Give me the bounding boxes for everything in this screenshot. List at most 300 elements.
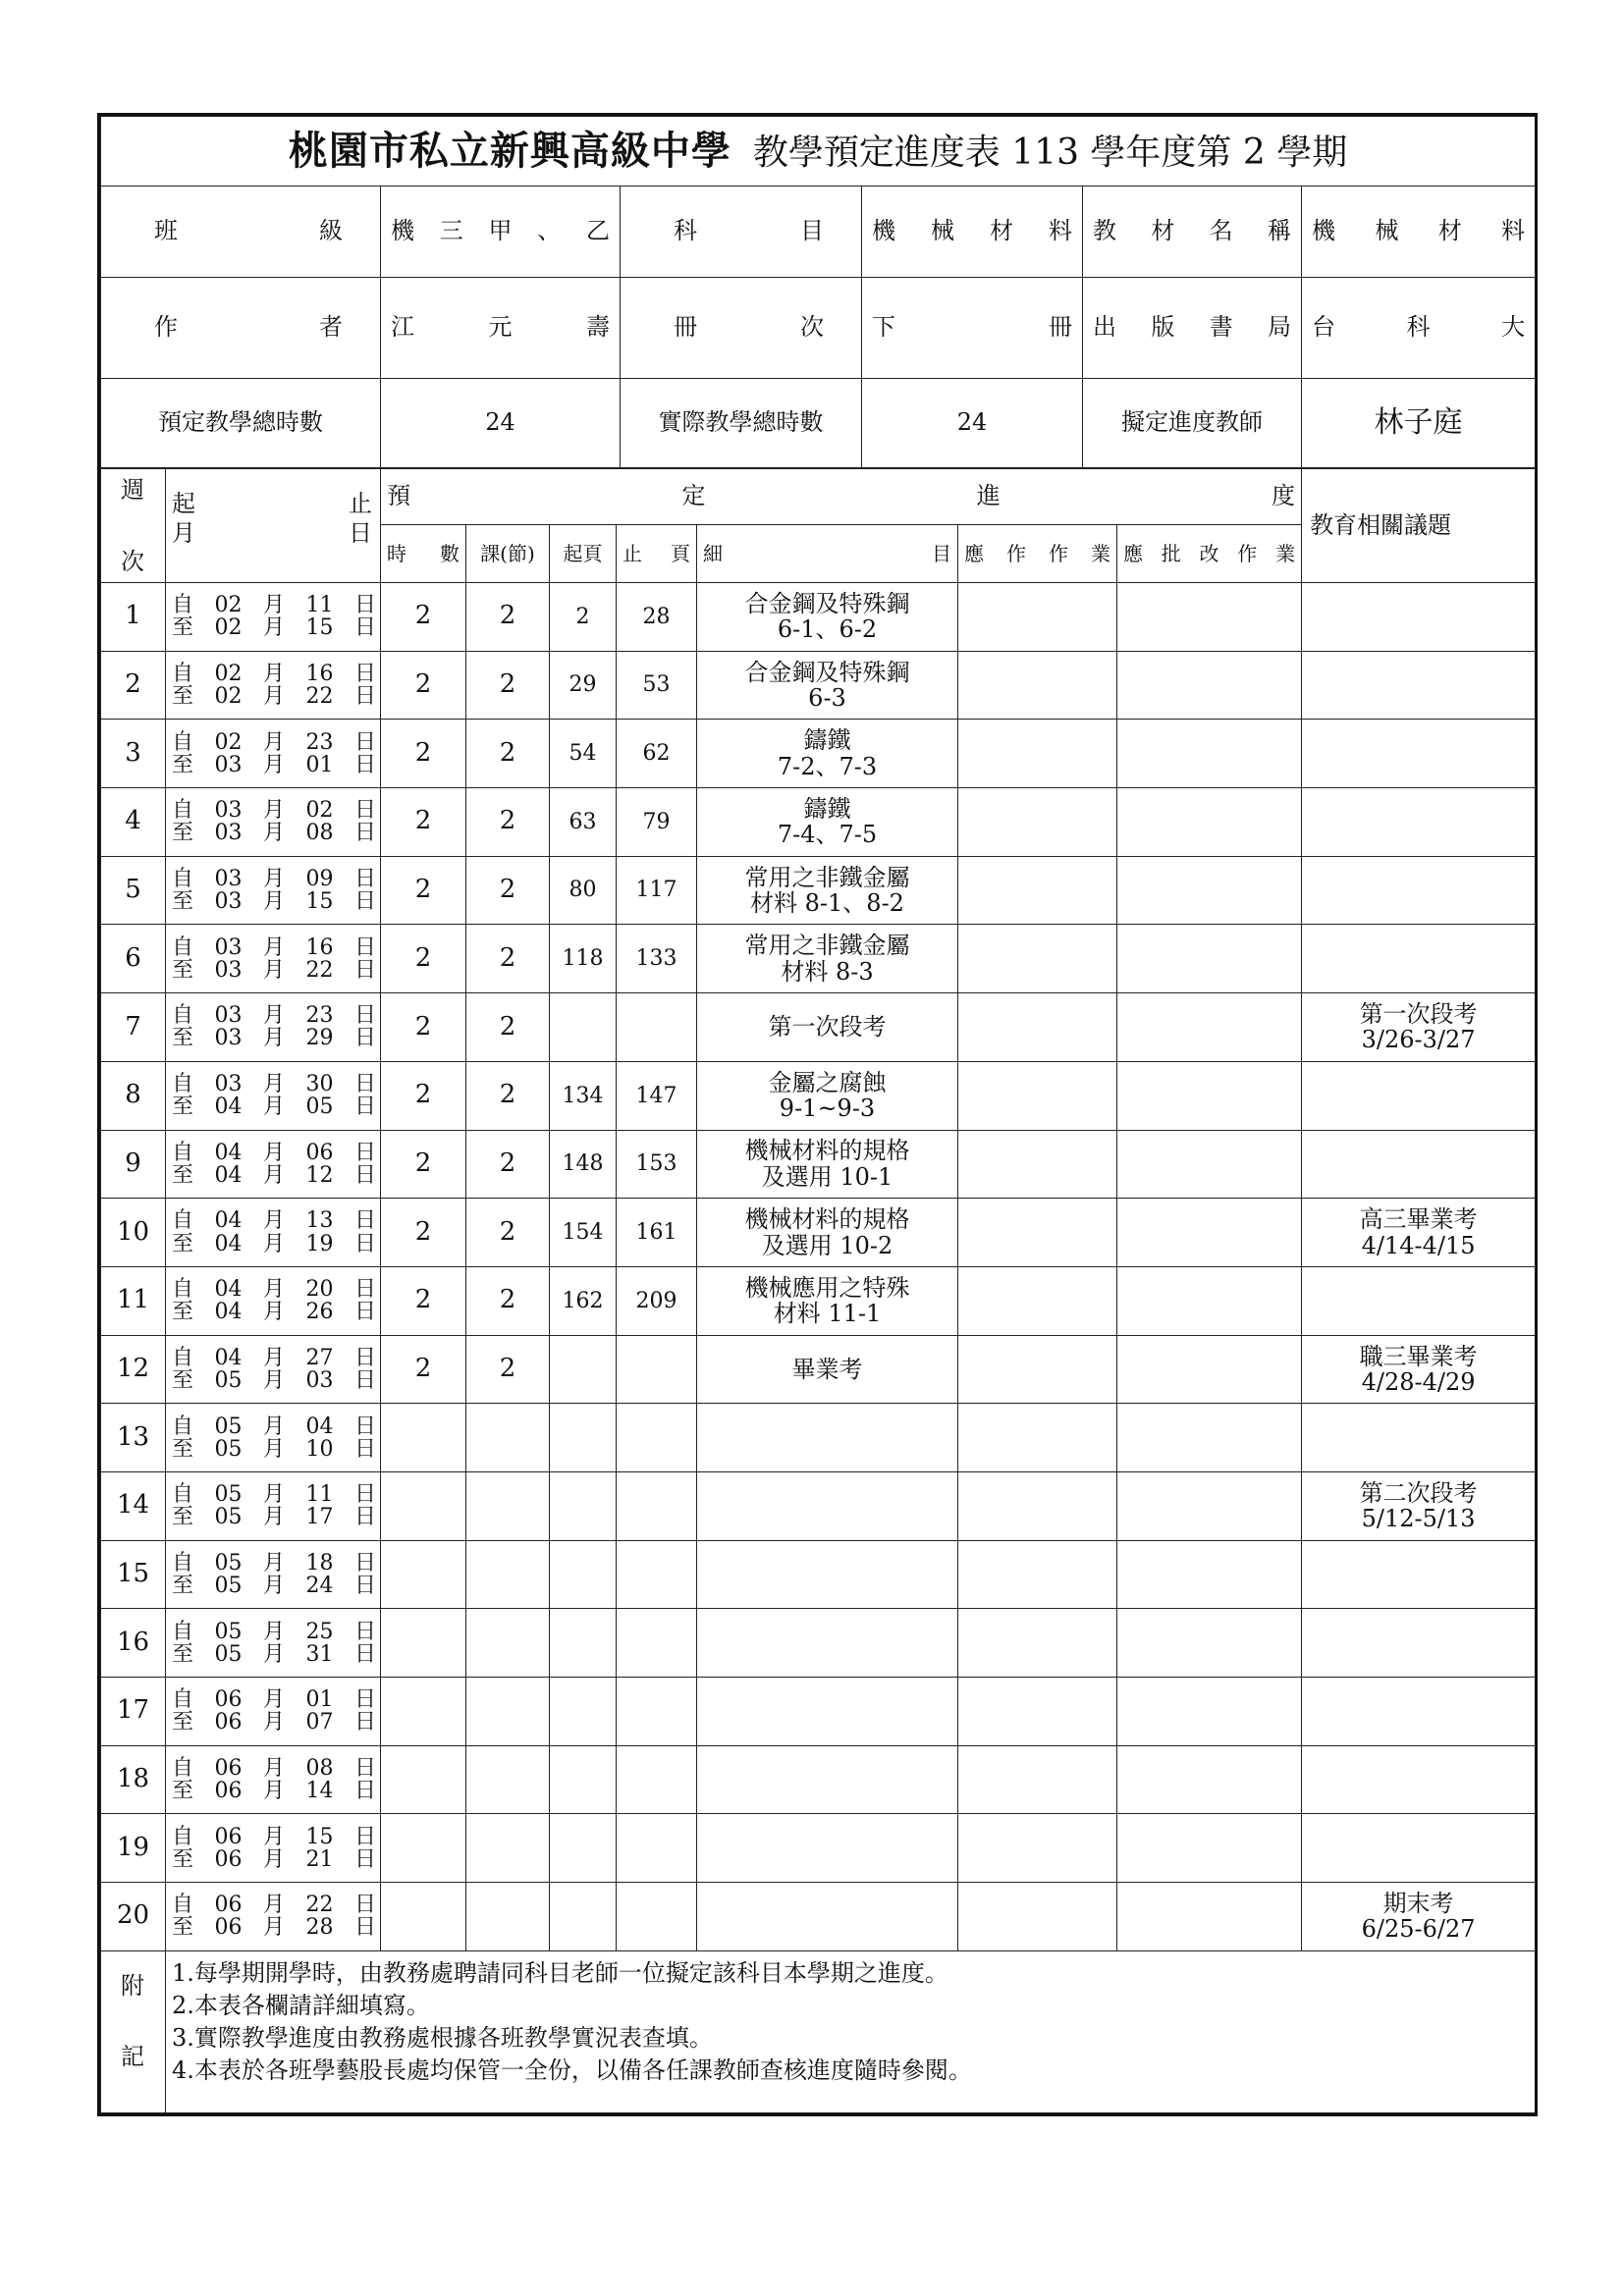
date-part: 日 [353,1140,376,1165]
date-part: 03 [214,1072,243,1097]
issue-line: 4/14-4/15 [1361,1231,1476,1259]
detail-line: 常用之非鐵金屬 [744,932,910,960]
week-dates [166,856,381,925]
class-value [381,187,621,278]
date-header-month: 月 [172,519,195,547]
spread-char: 機 [1312,217,1335,245]
date-part: 02 [214,661,243,686]
date-part: 05 [214,1505,243,1530]
detail-line: 7-4、7-5 [777,821,878,849]
date-part: 月 [262,1505,285,1530]
page-from-cell: 63 [550,788,617,857]
spread-text [1302,218,1535,245]
week-number: 5 [101,856,166,925]
spread-char: 次 [800,313,824,342]
homework-cell [958,1883,1117,1951]
spread-char: 班 [154,217,178,245]
date-part: 月 [262,1003,285,1029]
detail-cell [697,1678,958,1746]
page-from-cell: 154 [550,1199,617,1267]
date-part: 03 [214,889,243,915]
date-part: 日 [353,1208,376,1234]
hours-cell: 2 [381,1061,466,1130]
page-to-cell: 62 [617,720,697,788]
spread-char: 版 [1151,313,1175,342]
issue-line: 第一次段考 [1359,1000,1478,1029]
page-from-cell: 148 [550,1130,617,1199]
date-part: 日 [353,957,376,983]
issue-line: 期末考 [1382,1890,1454,1918]
homework-cell [958,1404,1117,1472]
date-part: 月 [262,957,285,983]
spread-char: 下 [872,313,895,342]
issue-cell [1302,1745,1536,1814]
page-from-cell: 162 [550,1266,617,1335]
page-from-cell [550,1678,617,1746]
spread-char: 業 [1275,541,1296,565]
spread-char: 書 [1209,313,1233,342]
week-row [101,1404,1536,1472]
date-part: 月 [262,729,285,755]
date-part: 04 [214,1345,243,1370]
date-to [172,1780,376,1802]
date-part: 10 [305,1436,334,1462]
date-part: 28 [305,1915,334,1941]
spread-char: 材 [1437,217,1462,245]
page-from-cell [550,1609,617,1678]
graded-cell [1117,1814,1302,1883]
detail-cell [697,1471,958,1540]
date-part: 04 [214,1095,243,1120]
hours-cell [381,1883,466,1951]
volume-value [862,278,1083,379]
issue-cell [1302,1061,1536,1130]
spread-char: 出 [1093,313,1116,342]
date-part: 15 [305,889,334,915]
detail-cell [697,856,958,925]
date-part: 05 [214,1414,243,1439]
date-part: 17 [305,1505,334,1530]
hours-cell: 2 [381,651,466,720]
date-part: 自 [172,1003,194,1029]
date-to [172,616,376,639]
spread-char: 作 [1237,541,1258,565]
spread-char: 台 [1312,313,1335,342]
spread-char: 元 [488,313,513,342]
date-part: 02 [214,684,243,710]
graded-cell [1117,993,1302,1062]
form-title [101,117,1536,187]
detail-line: 機械材料的規格 [744,1205,910,1234]
detail-line: 9-1~9-3 [779,1095,876,1123]
issue-cell [1302,1404,1536,1472]
note-line: 1.每學期開學時，由教務處聘請同科目老師一位擬定該科目本學期之進度。 [172,1958,948,1987]
date-part: 日 [353,1779,376,1804]
issue-cell [1302,1540,1536,1609]
date-part: 月 [262,934,285,960]
date-from [172,1347,376,1369]
week-row [101,1335,1536,1404]
date-part: 月 [262,1414,285,1439]
date-part: 21 [305,1846,334,1872]
actual-hours-value: 24 [862,379,1083,468]
week-dates [166,583,381,652]
date-part: 月 [262,1915,285,1941]
week-header-top: 週 [121,476,144,504]
detail-line: 及選用 10-1 [761,1162,893,1191]
week-dates [166,1745,381,1814]
periods-cell [466,1404,550,1472]
homework-cell [958,1266,1117,1335]
date-part: 02 [305,798,334,824]
detail-cell [697,651,958,720]
page-from-cell: 29 [550,651,617,720]
date-part: 至 [172,1367,194,1393]
homework-header [958,525,1117,583]
week-row [101,720,1536,788]
graded-cell [1117,856,1302,925]
homework-cell [958,1814,1117,1883]
date-part: 自 [172,1619,194,1644]
date-part: 30 [305,1072,334,1097]
date-part: 08 [305,821,334,846]
date-header-to: 止 [349,490,372,517]
graded-cell [1117,651,1302,720]
graded-cell [1117,1609,1302,1678]
week-number: 9 [101,1130,166,1199]
date-part: 03 [214,752,243,777]
week-dates [166,1814,381,1883]
material-value [1302,187,1536,278]
date-part: 月 [262,1779,285,1804]
date-part: 06 [214,1755,243,1781]
date-part: 06 [214,1710,243,1735]
date-part: 月 [262,1619,285,1644]
spread-text [1083,314,1301,342]
spread-char: 壽 [586,313,610,342]
graded-cell [1117,1471,1302,1540]
date-part: 03 [305,1367,334,1393]
week-row [101,1199,1536,1267]
hours-cell: 2 [381,1266,466,1335]
page-from-cell [550,993,617,1062]
page-to-cell [617,1471,697,1540]
detail-line: 材料 11-1 [773,1300,882,1328]
detail-cell [697,1883,958,1951]
date-part: 29 [305,1026,334,1051]
homework-cell [958,1609,1117,1678]
date-part: 月 [262,1095,285,1120]
date-part: 06 [214,1687,243,1713]
date-part: 月 [262,1824,285,1849]
date-part: 至 [172,1846,194,1872]
detail-line: 材料 8-3 [781,957,874,986]
date-to [172,890,376,913]
date-part: 至 [172,1505,194,1530]
date-part: 日 [353,661,376,686]
note-line: 3.實際教學進度由教務處根據各班教學實況表查填。 [172,2023,713,2052]
spread-char: 作 [1049,541,1068,565]
detail-line: 鑄鐵 [803,726,851,755]
plan-header [381,469,1302,525]
date-part: 自 [172,1824,194,1849]
date-part: 25 [305,1619,334,1644]
hours-cell: 2 [381,720,466,788]
week-number: 12 [101,1335,166,1404]
date-part: 月 [262,1436,285,1462]
date-part: 03 [214,957,243,983]
issue-cell [1302,788,1536,857]
date-part: 自 [172,1208,194,1234]
page-to-cell [617,1814,697,1883]
spread-char: 材 [1151,217,1175,245]
week-dates [166,1883,381,1951]
hours-cell: 2 [381,925,466,993]
detail-line: 6-3 [808,684,846,713]
date-part: 02 [214,593,243,618]
spread-char: 機 [872,217,895,245]
homework-cell [958,1678,1117,1746]
periods-cell [466,1678,550,1746]
date-from [172,799,376,822]
page-from-cell [550,1335,617,1404]
date-from [172,1688,376,1711]
date-part: 至 [172,957,194,983]
date-part: 08 [305,1755,334,1781]
spread-char: 三 [439,217,463,245]
date-part: 日 [353,1482,376,1508]
teacher-value: 林子庭 [1302,379,1536,468]
issue-cell [1302,1266,1536,1335]
page-from-cell: 134 [550,1061,617,1130]
date-part: 日 [353,1003,376,1029]
graded-cell [1117,788,1302,857]
date-part: 日 [353,1026,376,1051]
week-row [101,1814,1536,1883]
week-number: 13 [101,1404,166,1472]
week-number: 18 [101,1745,166,1814]
date-part: 自 [172,661,194,686]
date-part: 06 [214,1779,243,1804]
date-part: 05 [214,1573,243,1598]
date-part: 27 [305,1345,334,1370]
date-part: 至 [172,889,194,915]
detail-cell [697,1199,958,1267]
periods-cell: 2 [466,720,550,788]
spread-char: 者 [319,313,343,342]
page-to-cell: 161 [617,1199,697,1267]
date-from [172,1894,376,1916]
spread-char: 批 [1161,541,1181,565]
date-part: 04 [214,1208,243,1234]
graded-header [1117,525,1302,583]
spread-text [381,483,1301,510]
page-to-cell [617,1609,697,1678]
date-part: 至 [172,1710,194,1735]
date-part: 日 [353,1095,376,1120]
spread-char: 細 [703,541,723,565]
notes-lines [166,1950,1536,2112]
planned-hours-value: 24 [381,379,621,468]
date-part: 日 [353,1550,376,1575]
spread-char: 改 [1199,541,1219,565]
material-label [1083,187,1302,278]
class-label [101,187,381,278]
periods-cell [466,1609,550,1678]
spread-text [101,314,380,342]
spread-char: 機 [391,217,414,245]
page-to-cell [617,993,697,1062]
date-to [172,1369,376,1392]
date-from [172,1826,376,1848]
date-part: 31 [305,1641,334,1667]
date-part: 至 [172,684,194,710]
date-part: 月 [262,867,285,891]
periods-cell: 2 [466,583,550,652]
date-from [172,1004,376,1027]
page-from-cell [550,1745,617,1814]
spread-char: 級 [319,217,343,245]
teacher-label: 擬定進度教師 [1083,379,1302,468]
date-to [172,1164,376,1187]
date-to [172,822,376,844]
week-number: 4 [101,788,166,857]
spread-char: 應 [964,541,984,565]
hours-cell: 2 [381,788,466,857]
spread-text [101,218,380,245]
date-part: 日 [353,1710,376,1735]
graded-cell [1117,1266,1302,1335]
date-part: 01 [305,1687,334,1713]
detail-cell [697,1130,958,1199]
date-part: 至 [172,1436,194,1462]
date-part: 月 [262,1573,285,1598]
week-dates [166,1471,381,1540]
date-part: 22 [305,1893,334,1918]
homework-cell [958,1061,1117,1130]
issue-cell [1302,651,1536,720]
week-row [101,925,1536,993]
graded-cell [1117,1678,1302,1746]
date-header-from: 起 [172,490,195,517]
periods-cell: 2 [466,1061,550,1130]
week-row [101,1678,1536,1746]
issue-line: 3/26-3/27 [1361,1026,1476,1054]
page-to-cell: 147 [617,1061,697,1130]
detail-cell [697,1266,958,1335]
date-part: 日 [353,1573,376,1598]
date-part: 日 [353,889,376,915]
date-from [172,936,376,959]
spread-char: 預 [387,482,410,510]
week-number: 10 [101,1199,166,1267]
detail-line: 合金鋼及特殊鋼 [744,589,910,617]
graded-cell [1117,1061,1302,1130]
date-part: 日 [353,934,376,960]
homework-cell [958,925,1117,993]
spread-char: 江 [391,313,414,342]
date-part: 自 [172,1687,194,1713]
week-number: 14 [101,1471,166,1540]
date-part: 自 [172,729,194,755]
week-header-bottom: 次 [121,548,144,576]
spread-char: 作 [1006,541,1026,565]
date-part: 日 [353,752,376,777]
detail-cell [697,1540,958,1609]
week-dates [166,925,381,993]
homework-cell [958,1540,1117,1609]
detail-line: 材料 8-1、8-2 [750,889,904,918]
issue-cell [1302,720,1536,788]
periods-cell: 2 [466,856,550,925]
week-number: 8 [101,1061,166,1130]
subject-value [862,187,1083,278]
date-to [172,1711,376,1734]
week-row [101,1883,1536,1951]
spread-char: 度 [1272,482,1296,510]
date-part: 月 [262,1026,285,1051]
date-part: 18 [305,1550,334,1575]
date-part: 月 [262,1893,285,1918]
date-part: 日 [353,593,376,618]
spread-text [862,218,1082,245]
date-part: 11 [305,1482,334,1508]
date-part: 月 [262,798,285,824]
graded-cell [1117,1404,1302,1472]
detail-line: 機械材料的規格 [744,1137,910,1165]
date-part: 月 [262,1482,285,1508]
date-header [166,469,381,583]
date-part: 03 [214,1003,243,1029]
date-part: 月 [262,593,285,618]
date-part: 03 [214,934,243,960]
date-part: 至 [172,1162,194,1188]
spread-char: 械 [931,217,954,245]
page-to-cell: 79 [617,788,697,857]
date-part: 日 [353,821,376,846]
page-to-cell: 117 [617,856,697,925]
date-part: 日 [353,1162,376,1188]
date-part: 月 [262,1755,285,1781]
date-to [172,959,376,982]
graded-cell [1117,1883,1302,1951]
date-part: 16 [305,661,334,686]
week-number: 19 [101,1814,166,1883]
week-number: 15 [101,1540,166,1609]
notes-label [101,1950,166,2112]
week-row [101,1061,1536,1130]
date-part: 月 [262,615,285,641]
week-rows [101,583,1536,1951]
date-part: 日 [353,1300,376,1325]
date-part: 月 [262,1300,285,1325]
issue-line: 5/12-5/13 [1361,1505,1476,1533]
issues-header: 教育相關議題 [1302,469,1536,583]
date-part: 至 [172,1300,194,1325]
date-part: 日 [353,1345,376,1370]
date-part: 日 [353,1619,376,1644]
periods-cell: 2 [466,788,550,857]
date-part: 日 [353,684,376,710]
week-dates [166,1266,381,1335]
homework-cell [958,856,1117,925]
issue-cell [1302,1471,1536,1540]
date-to [172,1506,376,1528]
detail-cell [697,583,958,652]
volume-label [621,278,862,379]
page-to-cell: 209 [617,1266,697,1335]
date-part: 自 [172,934,194,960]
